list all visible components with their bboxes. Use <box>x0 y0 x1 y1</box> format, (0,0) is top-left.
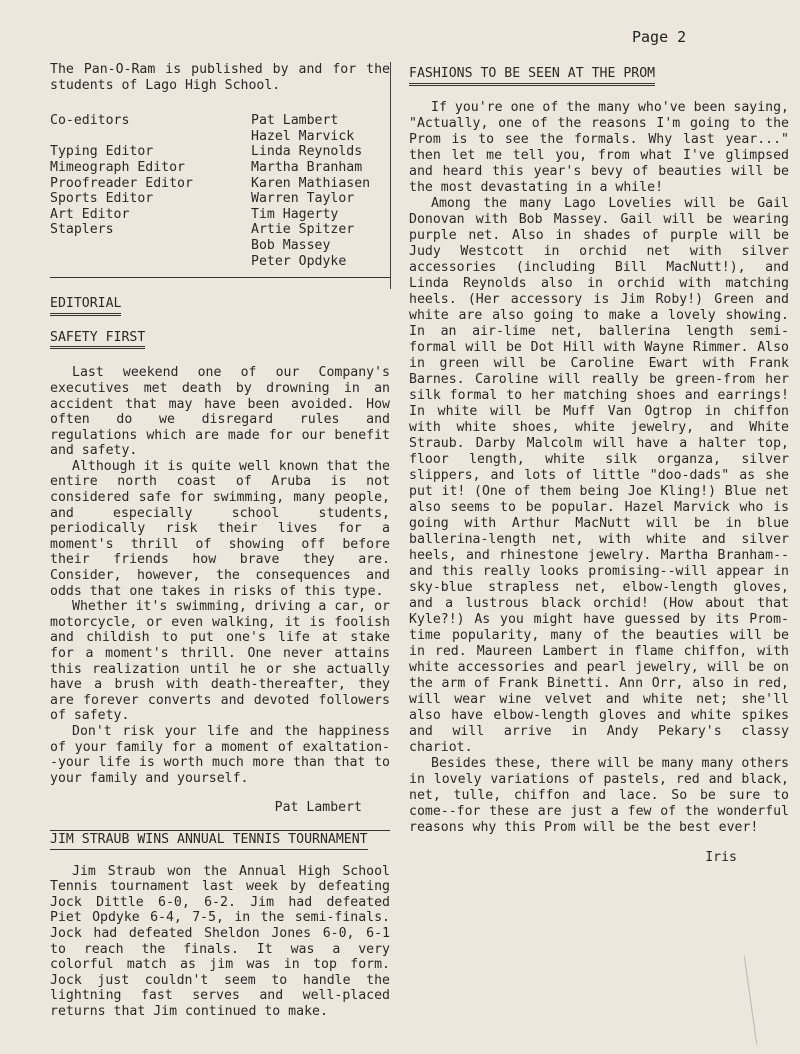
staff-role: Staplers <box>50 222 114 238</box>
staff-row <box>50 207 390 223</box>
editorial-body <box>50 365 390 786</box>
left-column <box>50 62 390 1019</box>
fashions-signature: Iris <box>705 850 737 865</box>
fashions-body <box>409 100 789 836</box>
editorial-paragraph: Although it is quite well known that the entire north coast of Aruba is not considered safe for swimming, many people, and especially school students, periodically risk their lives for a moment's thrill of showing off before their friends how brave they are. Consider, however, the consequences and odds that one takes in risks of this type. <box>50 458 390 599</box>
staff-name: Bob Massey <box>251 237 331 253</box>
fashions-paragraph: Besides these, there will be many many others in lovely variations of pastels, red and black, net, tulle, chiffon and lace. So be sure to come--for these are just a few of the wonderful reasons why this Prom will be the best ever! <box>409 756 789 835</box>
editorial-paragraph: Don't risk your life and the happiness of your family for a moment of exaltation--your life is worth much more than that to your family and yourself. <box>50 723 390 786</box>
right-column <box>409 66 789 866</box>
staff-row <box>50 238 390 254</box>
fashions-paragraph: If you're one of the many who've been saying, "Actually, one of the reasons I'm going to the Prom is to see the formals. Why last year..." then let me tell you, from what I've glimpsed and heard this year's bevy of beauties will be the most devastating in a while! <box>409 100 789 195</box>
tennis-heading: JIM STRAUB WINS ANNUAL TENNIS TOURNAMENT <box>50 832 368 850</box>
staff-divider <box>50 277 390 278</box>
staff-list <box>50 113 390 269</box>
staff-row <box>50 144 390 160</box>
editorial-heading-row <box>50 330 390 350</box>
page-number: Page 2 <box>632 28 687 46</box>
staff-role <box>50 129 251 145</box>
editorial-label: EDITORIAL <box>50 296 121 316</box>
staff-name: Peter Opdyke <box>251 253 347 269</box>
staff-role <box>50 254 251 270</box>
editorial-label-row <box>50 296 390 316</box>
staff-role: Sports Editor <box>50 191 154 207</box>
fashions-heading: FASHIONS TO BE SEEN AT THE PROM <box>409 66 655 86</box>
tennis-article: Jim Straub won the Annual High School Tennis tournament last week by defeating Jock Dittle 6-0, 6-2. Jim had defeated Piet Opdyke 6-4, 7-5, in the semi-finals. Jock had defeated Sheldon Jones 6-0, 6-1 to reach the finals. It was a very colorful match as jim was in top form. Jock just couldn't seem to handle the lightning fast serves and well-placed returns that Jim continued to make. <box>50 863 390 1019</box>
staff-row <box>50 254 390 270</box>
editorial-signature: Pat Lambert <box>274 800 362 816</box>
staff-row <box>50 222 390 238</box>
editorial-paragraph: Last weekend one of our Company's executives met death by drowning in an accident that may have been avoided. How often do we disregard rules and regulations which are made for our benefit and safety. <box>50 365 390 459</box>
paper-fold-mark <box>744 955 759 1045</box>
staff-role: Typing Editor <box>50 144 154 160</box>
staff-role: Mimeograph Editor <box>50 159 185 175</box>
staff-name: Martha Branham <box>251 159 363 175</box>
staff-row <box>50 129 390 145</box>
fashions-paragraph: Among the many Lago Lovelies will be Gail Donovan with Bob Massey. Gail will be wearing purple net. Also in shades of purple will be Judy Westcott in orchid net with silver accessories (including Bill MacNutt!), and Linda Reynolds also in orchid with matching heels. (Her accessory is Jim Roby!) Green and white are also going to make a lovely showing. In an air-lime net, ballerina length semi-formal will be Dot Hill with Wayne Rimmer. Also in green will be Caroline Ewart with Frank Barnes. Caroline will really be green-from her silk formal to her matching shoes and earrings! In white will be Muff Van Ogtrop in chiffon with white shoes, white jewelry, and White Straub. Darby Malcolm will have a halter top, floor length, white silk organza, silver slippers, and lots of little "doo-dads" as she put it! (One of them being Joe Kling!) Blue net also seems to be popular. Hazel Marvick who is going with Arthur MacNutt will be in blue ballerina-length net, with white and silver heels, and rhinestone jewelry. Martha Branham--and this really looks promising--will appear in sky-blue strapless net, elbow-length gloves, and a lustrous black orchid! (How about that Kyle?!) As you might have guessed by its Prom-time popularity, many of the beauties will be in red. Maureen Lambert in flame chiffon, with white accessories and pearl jewelry, will be on the arm of Frank Binetti. Ann Orr, also in red, will wear wine velvet and white net; she'll also have elbow-length gloves and white spikes and will arrive in Andy Pekary's classy chariot. <box>409 196 789 755</box>
editorial-paragraph: Whether it's swimming, driving a car, or motorcycle, or even walking, it is foolish and childish to put one's life at stake for a moment's thrill. One never attains this realization until he or she actually have a brush with death-thereafter, they are forever converts and devoted followers of safety. <box>50 599 390 724</box>
staff-row <box>50 176 390 192</box>
editorial-heading: SAFETY FIRST <box>50 330 145 350</box>
staff-name: Artie Spitzer <box>251 222 355 238</box>
staff-row <box>50 113 390 129</box>
column-divider <box>390 62 391 289</box>
staff-name: Pat Lambert <box>251 113 339 129</box>
staff-name: Hazel Marvick <box>251 128 355 144</box>
staff-name: Tim Hagerty <box>251 206 339 222</box>
masthead-statement: The Pan-O-Ram is published by and for the students of Lago High School. <box>50 62 390 93</box>
tennis-heading-row <box>50 830 390 850</box>
staff-name: Karen Mathiasen <box>251 175 371 191</box>
staff-role <box>50 238 251 254</box>
staff-name: Linda Reynolds <box>251 144 363 160</box>
staff-role: Co-editors <box>50 113 130 129</box>
staff-role: Proofreader Editor <box>50 175 193 191</box>
staff-row <box>50 160 390 176</box>
staff-name: Warren Taylor <box>251 191 355 207</box>
fashions-heading-row <box>409 66 789 86</box>
staff-row <box>50 191 390 207</box>
staff-role: Art Editor <box>50 206 130 222</box>
